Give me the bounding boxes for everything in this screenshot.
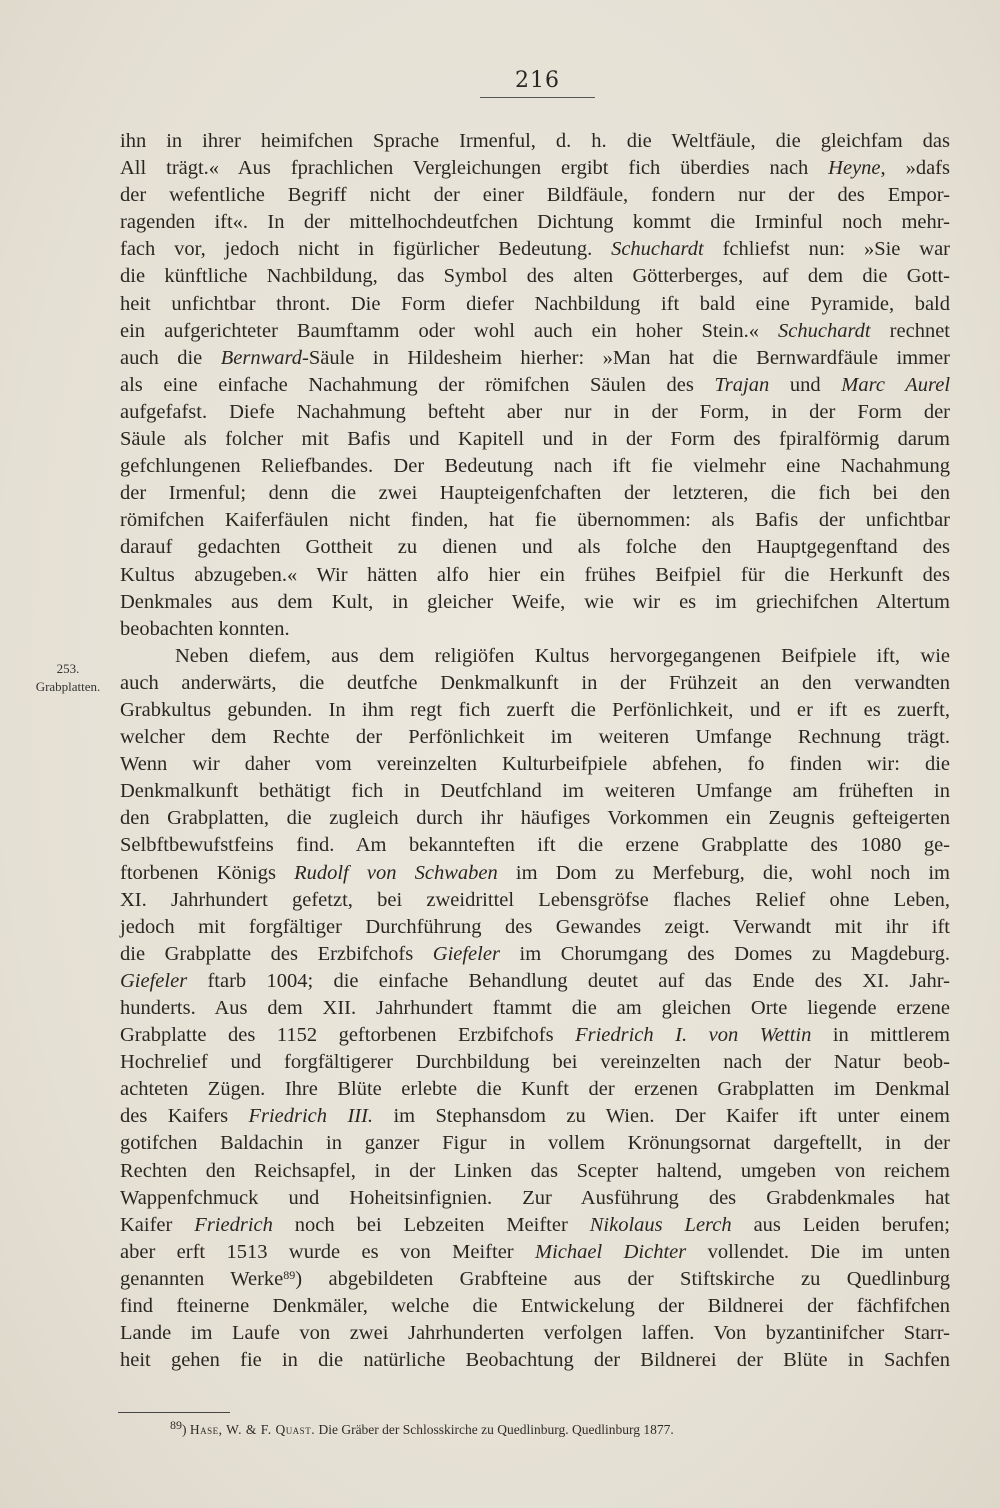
text-line: genannten Werke$^{89}$) abgebildeten Grabfteine aus der Stiftskirche zu Quedlinburg	[120, 1267, 950, 1290]
paragraph-start: Neben diefem, aus dem religiöfen Kultus hervorgegangenen Beifpiele ift, wie	[175, 644, 950, 667]
text-line: ihn in ihrer heimifchen Sprache Irmenful, d. h. die Weltfäule, die gleichfam das	[120, 130, 950, 152]
text-line: Grabplatte des 1152 geftorbenen Erzbifchofs Friedrich I. von Wettin in mittlerem	[120, 1024, 950, 1047]
text-line: gotifchen Baldachin in ganzer Figur in vollem Krönungsornat dargeftellt, in der	[120, 1132, 950, 1155]
text-line: die künftliche Nachbildung, das Symbol des alten Götterberges, auf dem die Gott-	[120, 265, 950, 288]
text-line: ftorbenen Königs Rudolf von Schwaben im Dom zu Merfeburg, die, wohl noch im	[120, 861, 951, 884]
margin-note-label: Grabplatten.	[35, 679, 101, 694]
text-line: aber erft 1513 wurde es von Meifter Michael Dichter vollendet. Die im unten	[120, 1240, 950, 1263]
margin-note-number: 253.	[56, 661, 80, 676]
footnote: $^{89}$) Hase, W. & F. Quast. Die Gräber der Schlosskirche zu Quedlinburg. Quedlinburg 1877.	[170, 1418, 674, 1437]
text-line: Denkmales aus dem Kult, in gleicher Weife, wie wir es im griechifchen Altertum	[120, 590, 950, 613]
text-line: fach vor, jedoch nicht in figürlicher Bedeutung. Schuchardt fchliefst nun: »Sie war	[120, 238, 950, 261]
text-line: Wenn wir daher vom vereinzelten Kulturbeifpiele abfehen, fo finden wir: die	[120, 753, 950, 776]
text-line: gefchlungenen Reliefbandes. Der Bedeutung nach ift fie vielmehr eine Nachahmung	[120, 455, 950, 478]
footnote-marker: 89	[170, 1418, 182, 1432]
text-line: darauf gedachten Gottheit zu dienen und als folche den Hauptgegenftand des	[120, 536, 950, 559]
text-line: die Grabplatte des Erzbifchofs Giefeler im Chorumgang des Domes zu Magdeburg.	[120, 942, 950, 965]
text-line: beobachten konnten.	[120, 617, 290, 640]
text-line: Kaifer Friedrich noch bei Lebzeiten Meifter Nikolaus Lerch aus Leiden berufen;	[120, 1213, 950, 1236]
text-line: römifchen Kaiferfäulen nicht finden, hat fie übernommen: als Bafis der unfichtbar	[120, 509, 950, 532]
text-line: achteten Zügen. Ihre Blüte erlebte die Kunft der erzenen Grabplatten im Denkmal	[120, 1078, 950, 1101]
body-text	[120, 128, 950, 1374]
text-line: Giefeler ftarb 1004; die einfache Behandlung deutet auf das Ende des XI. Jahr-	[120, 969, 950, 992]
text-line: XI. Jahrhundert gefetzt, bei zweidrittel Lebensgröfse flaches Relief ohne Leben,	[120, 888, 950, 911]
text-line: auch anderwärts, die deutfche Denkmalkunft in der Frühzeit an den verwandten	[120, 671, 950, 694]
text-line: Wappenfchmuck und Hoheitsinfignien. Zur Ausführung des Grabdenkmales hat	[120, 1186, 950, 1209]
text-line: welcher dem Rechte der Perfönlichkeit im weiteren Umfange Rechnung trägt.	[120, 726, 950, 749]
footnote-text: Die Gräber der Schlosskirche zu Quedlinburg. Quedlinburg 1877.	[315, 1422, 674, 1437]
margin-note	[18, 660, 118, 696]
text-line: heit unfichtbar thront. Die Form diefer Nachbildung ift bald eine Pyramide, bald	[120, 292, 950, 315]
footnote-divider	[118, 1412, 230, 1413]
text-line: Hochrelief und forgfältigerer Durchbildung bei vereinzelten nach der Natur beob-	[120, 1051, 950, 1074]
text-line: den Grabplatten, die zugleich durch ihr häufiges Vorkommen ein Zeugnis gefteigerten	[120, 807, 950, 830]
page-number: 216	[480, 68, 595, 98]
text-line: Säule als folcher mit Bafis und Kapitell und in der Form des fpiralförmig darum	[120, 428, 950, 451]
text-line: find fteinerne Denkmäler, welche die Entwickelung der Bildnerei der fächfifchen	[120, 1295, 950, 1318]
text-line: des Kaifers Friedrich III. im Stephansdom zu Wien. Der Kaifer ift unter einem	[120, 1105, 950, 1128]
text-line: Rechten den Reichsapfel, in der Linken das Scepter haltend, umgeben von reichem	[120, 1159, 950, 1182]
text-line: All trägt.« Aus fprachlichen Vergleichungen ergibt fich überdies nach Heyne, »dafs	[120, 157, 950, 180]
text-line: als eine einfache Nachahmung der römifchen Säulen des Trajan und Marc Aurel	[120, 373, 951, 396]
footnote-authors: Hase, W. & F. Quast.	[189, 1422, 316, 1437]
text-line: ein aufgerichteter Baumftamm oder wohl auch ein hoher Stein.« Schuchardt rechnet	[120, 319, 950, 342]
text-line: Selbftbewufstfeins find. Am bekannteften ift die erzene Grabplatte des 1080 ge-	[120, 834, 950, 857]
text-line: Lande im Laufe von zwei Jahrhunderten verfolgen laffen. Von byzantinifcher Starr-	[120, 1322, 950, 1345]
footnote-reference: 89	[283, 1267, 296, 1282]
text-line: der wefentliche Begriff nicht der einer Bildfäule, fondern nur der des Empor-	[120, 184, 950, 207]
text-line: der Irmenful; denn die zwei Haupteigenfchaften der letzteren, die fich bei den	[120, 482, 950, 505]
text-line: Kultus abzugeben.« Wir hätten alfo hier ein frühes Beifpiel für die Herkunft des	[120, 563, 950, 586]
text-line: hunderts. Aus dem XII. Jahrhundert ftammt die am gleichen Orte liegende erzene	[120, 997, 950, 1019]
text-line: auch die Bernward-Säule in Hildesheim hierher: »Man hat die Bernwardfäule immer	[120, 346, 950, 369]
text-line: heit gehen fie in die natürliche Beobachtung der Bildnerei der Blüte in Sachfen	[120, 1349, 950, 1372]
text-line: ragenden ift«. In der mittelhochdeutfchen Dichtung kommt die Irminful noch mehr-	[120, 211, 950, 234]
text-line: jedoch mit forgfältiger Durchführung des Gewandes zeigt. Verwandt mit ihr ift	[120, 915, 950, 938]
text-line: Grabkultus gebunden. In ihm regt fich zuerft die Perfönlichkeit, und er ift es zuerft,	[120, 698, 950, 721]
text-line: aufgefafst. Diefe Nachahmung befteht aber nur in der Form, in der Form der	[120, 400, 950, 423]
text-line: Denkmalkunft bethätigt fich in Deutfchland im weiteren Umfange am früheften in	[120, 780, 950, 803]
